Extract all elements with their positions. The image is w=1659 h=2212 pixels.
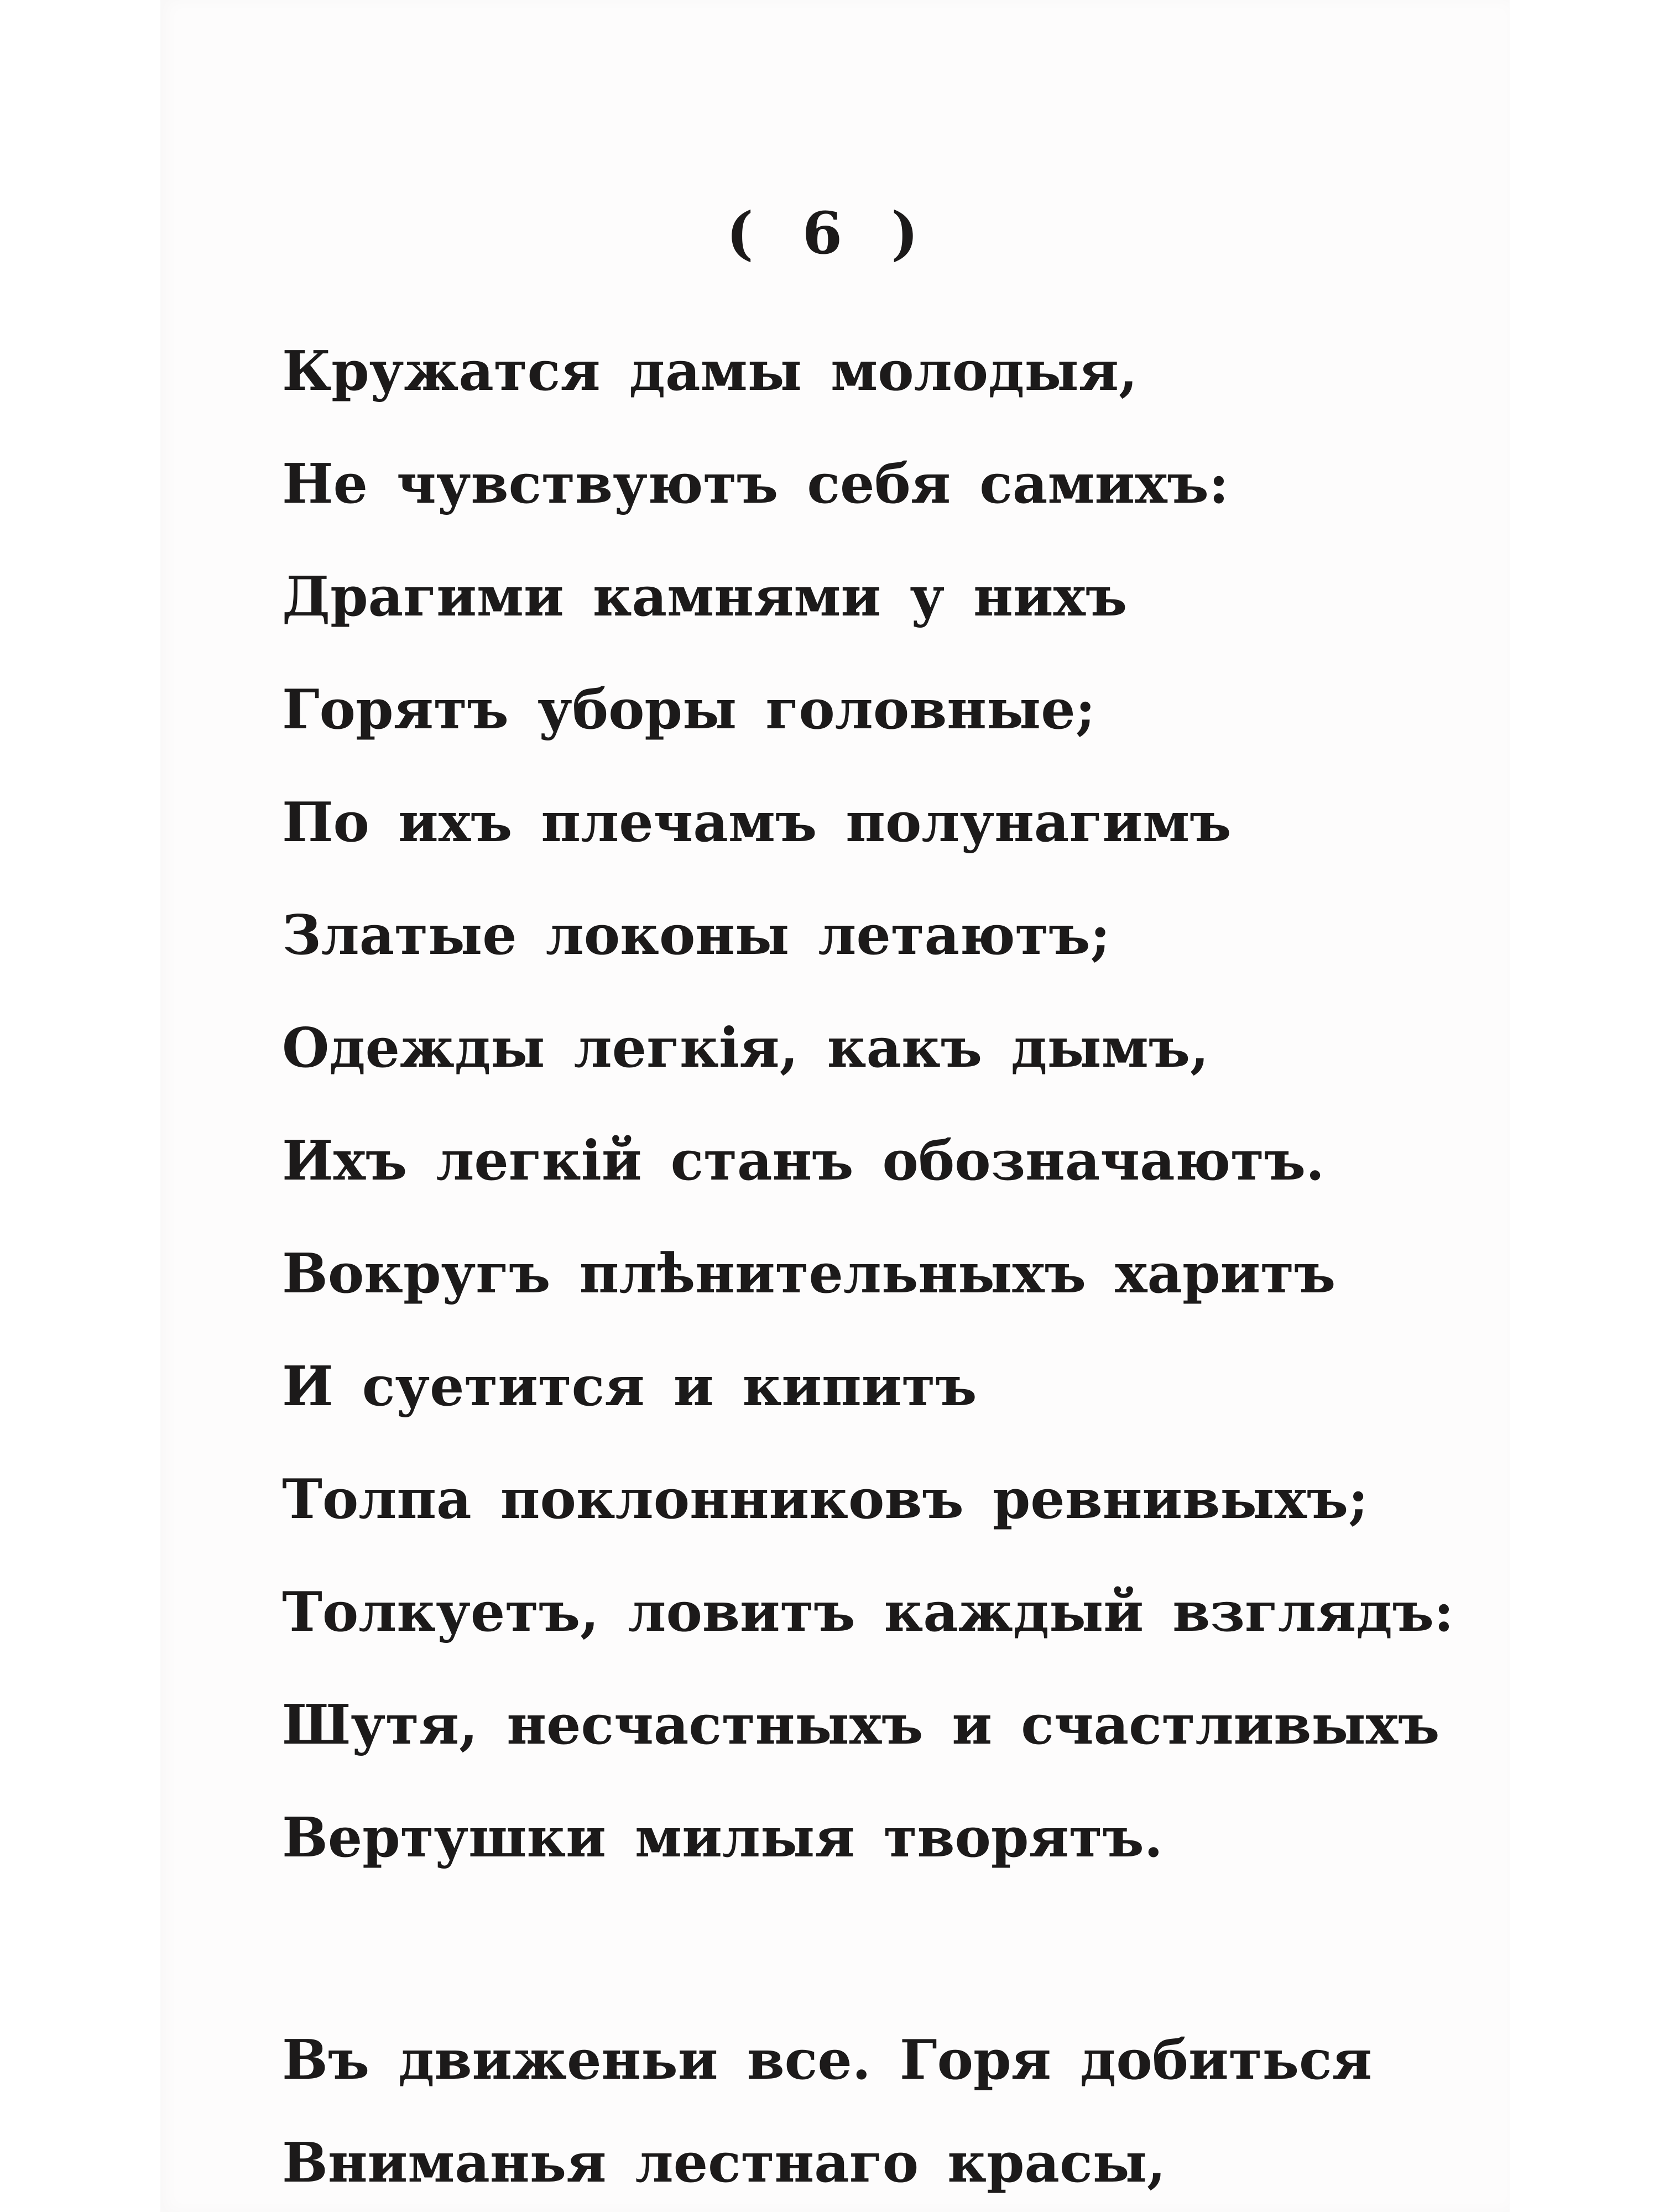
verse-line: И суетится и кипитъ bbox=[282, 1355, 977, 1418]
verse-line: Вокругъ плѣнительныхъ харитъ bbox=[282, 1242, 1336, 1306]
stanza-1 bbox=[282, 340, 1499, 1870]
verse-line: Кружатся дамы молодыя, bbox=[282, 340, 1138, 403]
verse-line: По ихъ плечамъ полунагимъ bbox=[282, 791, 1232, 854]
verse-line: Толпа поклонниковъ ревнивыхъ; bbox=[282, 1468, 1369, 1531]
verse-line: Златые локоны летаютъ; bbox=[282, 904, 1110, 967]
verse-line: Шутя, несчастныхъ и счастливыхъ bbox=[282, 1693, 1440, 1757]
page-number: ( 6 ) bbox=[726, 199, 933, 267]
verse-line: Вниманья лестнаго красы, bbox=[282, 2131, 1166, 2195]
verse-line: Одежды легкія, какъ дымъ, bbox=[282, 1016, 1209, 1080]
verse-line: Ихъ легкій станъ обозначаютъ. bbox=[282, 1129, 1325, 1193]
verse-line: Въ движеньи все. Горя добиться bbox=[282, 2028, 1373, 2092]
stanza-2 bbox=[282, 2028, 1499, 2195]
verse-line: Горятъ уборы головные; bbox=[282, 678, 1095, 742]
verse-line: Драгими камнями у нихъ bbox=[282, 565, 1128, 629]
verse-line: Толкуетъ, ловитъ каждый взглядъ: bbox=[282, 1580, 1454, 1644]
verse-line: Не чувствуютъ себя самихъ: bbox=[282, 452, 1229, 516]
poem-text bbox=[282, 340, 1499, 2195]
verse-line: Вертушки милыя творятъ. bbox=[282, 1806, 1163, 1870]
